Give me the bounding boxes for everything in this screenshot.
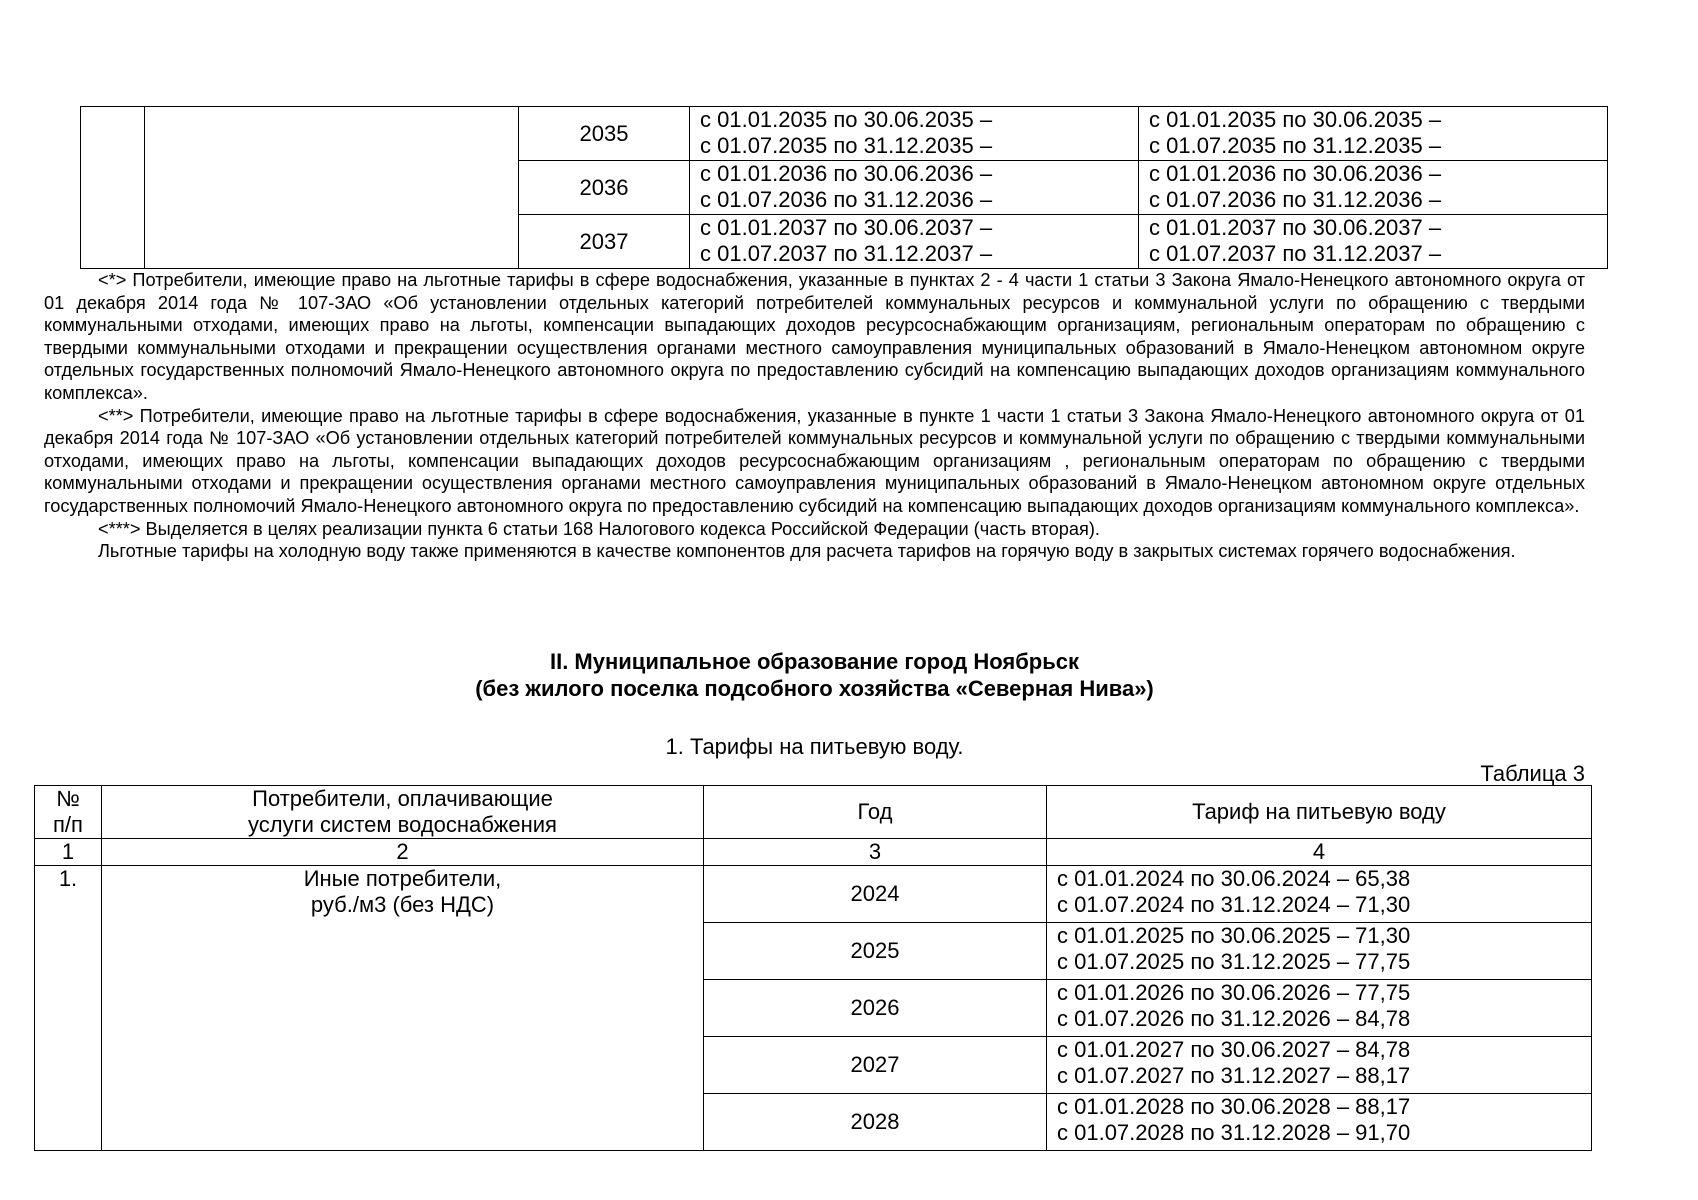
section-title: [44, 648, 1585, 702]
empty-num-cell: [81, 107, 145, 269]
tariff-table: [34, 785, 1592, 1151]
period-line: с 01.07.2024 по 31.12.2024 – 71,30: [1057, 892, 1411, 917]
section-title-line: II. Муниципальное образование город Ноябрьск: [549, 649, 1080, 674]
empty-consumer-cell: [145, 107, 519, 269]
column-number-row: [35, 839, 1592, 866]
year-cell: 2026: [704, 980, 1047, 1037]
column-number: 4: [1047, 839, 1592, 866]
period-line: с 01.07.2035 по 31.12.2035 –: [1149, 133, 1442, 158]
footnote-two-star: <**> Потребители, имеющие право на льготные тарифы в сфере водоснабжения, указанные в пункте 1 части 1 статьи 3 Закона Ямало-Ненецкого автономного округа от 01 декабря 2014 года № 107-ЗАО «Об установлении отдельных категорий потребителей коммунальных ресурсов и коммунальной услуги по обращению с твердыми коммунальными отходами, имеющих право на льготы, компенсации выпадающих доходов ресурсоснабжающим организациям , региональным операторам по обращению с твердыми коммунальными отходами и прекращении осуществления органами местного самоуправления муниципальных образований в Ямало-Ненецком автономном округе отдельных государственных полномочий Ямало-Ненецкого автономного округа по предоставлению субсидий на компенсацию выпадающих доходов организациям коммунального комплекса».: [44, 405, 1585, 516]
table-row: [35, 866, 1592, 923]
continuation-table: [80, 106, 1608, 269]
header-year: Год: [704, 786, 1047, 839]
period-line: с 01.01.2036 по 30.06.2036 –: [700, 161, 993, 186]
consumer-line: руб./м3 (без НДС): [310, 892, 495, 917]
header-row: [35, 786, 1592, 839]
consumer-cell: [102, 866, 704, 1151]
column-number: 1: [35, 839, 102, 866]
period-line: с 01.07.2027 по 31.12.2027 – 88,17: [1057, 1063, 1411, 1088]
year-cell: 2025: [704, 923, 1047, 980]
header-tariff: Тариф на питьевую воду: [1047, 786, 1592, 839]
period-line: с 01.01.2028 по 30.06.2028 – 88,17: [1057, 1094, 1411, 1119]
period-line: с 01.07.2035 по 31.12.2035 –: [700, 133, 993, 158]
tariff-cell: [690, 107, 1139, 161]
tariff-cell: [1047, 1037, 1592, 1094]
tariff-cell: [690, 215, 1139, 269]
section-title-line: (без жилого поселка подсобного хозяйства «Северная Нива»): [475, 676, 1154, 701]
period-line: с 01.01.2027 по 30.06.2027 – 84,78: [1057, 1037, 1411, 1062]
footnote-one-star: <*> Потребители, имеющие право на льготные тарифы в сфере водоснабжения, указанные в пунктах 2 - 4 части 1 статьи 3 Закона Ямало-Ненецкого автономного округа от 01 декабря 2014 года № 107-ЗАО «Об установлении отдельных категорий потребителей коммунальных ресурсов и коммунальной услуги по обращению с твердыми коммунальными отходами, имеющих право на льготы, компенсации выпадающих доходов ресурсоснабжающим организациям, региональным операторам по обращению с твердыми коммунальными отходами и прекращении осуществления органами местного самоуправления муниципальных образований в Ямало-Ненецком автономном округе отдельных государственных полномочий Ямало-Ненецкого автономного округа по предоставлению субсидий на компенсацию выпадающих доходов организациям коммунального комплекса».: [44, 270, 1585, 403]
period-line: с 01.07.2037 по 31.12.2037 –: [1149, 241, 1442, 266]
subsection-title: 1. Тарифы на питьевую воду.: [665, 734, 964, 759]
period-line: с 01.01.2035 по 30.06.2035 –: [700, 107, 993, 132]
tariff-cell: [690, 161, 1139, 215]
tariff-cell: [1139, 161, 1608, 215]
tariff-cell: [1047, 923, 1592, 980]
year-cell: 2027: [704, 1037, 1047, 1094]
year-cell: 2028: [704, 1094, 1047, 1151]
period-line: с 01.07.2028 по 31.12.2028 – 91,70: [1057, 1120, 1411, 1145]
tariff-cell: [1139, 215, 1608, 269]
footnote-hot-water: Льготные тарифы на холодную воду также применяются в качестве компонентов для расчета тарифов на горячую воду в закрытых системах горячего водоснабжения.: [98, 541, 1516, 562]
period-line: с 01.07.2036 по 31.12.2036 –: [1149, 187, 1442, 212]
period-line: с 01.01.2026 по 30.06.2026 – 77,75: [1057, 980, 1411, 1005]
period-line: с 01.07.2025 по 31.12.2025 – 77,75: [1057, 949, 1411, 974]
period-line: с 01.01.2037 по 30.06.2037 –: [700, 215, 993, 240]
period-line: с 01.01.2037 по 30.06.2037 –: [1149, 215, 1442, 240]
year-cell: 2036: [519, 161, 690, 215]
column-number: 3: [704, 839, 1047, 866]
header-num-line: п/п: [53, 812, 83, 837]
year-cell: 2024: [704, 866, 1047, 923]
header-consumers-line: Потребители, оплачивающие: [252, 786, 553, 811]
tariff-cell: [1047, 980, 1592, 1037]
period-line: с 01.01.2036 по 30.06.2036 –: [1149, 161, 1442, 186]
row-number: 1.: [35, 866, 102, 1151]
period-line: с 01.07.2036 по 31.12.2036 –: [700, 187, 993, 212]
header-consumers-line: услуги систем водоснабжения: [248, 812, 557, 837]
footnote-three-star: <***> Выделяется в целях реализации пункта 6 статьи 168 Налогового кодекса Российской Федерации (часть вторая).: [98, 518, 1100, 539]
footnotes: [44, 269, 1585, 563]
period-line: с 01.07.2026 по 31.12.2026 – 84,78: [1057, 1006, 1411, 1031]
period-line: с 01.01.2035 по 30.06.2035 –: [1149, 107, 1442, 132]
tariff-cell: [1139, 107, 1608, 161]
header-consumers: [102, 786, 704, 839]
header-num-line: №: [56, 786, 80, 811]
table-row: [81, 107, 1608, 161]
year-cell: 2037: [519, 215, 690, 269]
period-line: с 01.01.2025 по 30.06.2025 – 71,30: [1057, 923, 1411, 948]
period-line: с 01.07.2037 по 31.12.2037 –: [700, 241, 993, 266]
consumer-line: Иные потребители,: [303, 866, 502, 891]
table-label: Таблица 3: [1480, 761, 1585, 786]
period-line: с 01.01.2024 по 30.06.2024 – 65,38: [1057, 866, 1411, 891]
header-num: [35, 786, 102, 839]
tariff-cell: [1047, 866, 1592, 923]
tariff-cell: [1047, 1094, 1592, 1151]
column-number: 2: [102, 839, 704, 866]
year-cell: 2035: [519, 107, 690, 161]
